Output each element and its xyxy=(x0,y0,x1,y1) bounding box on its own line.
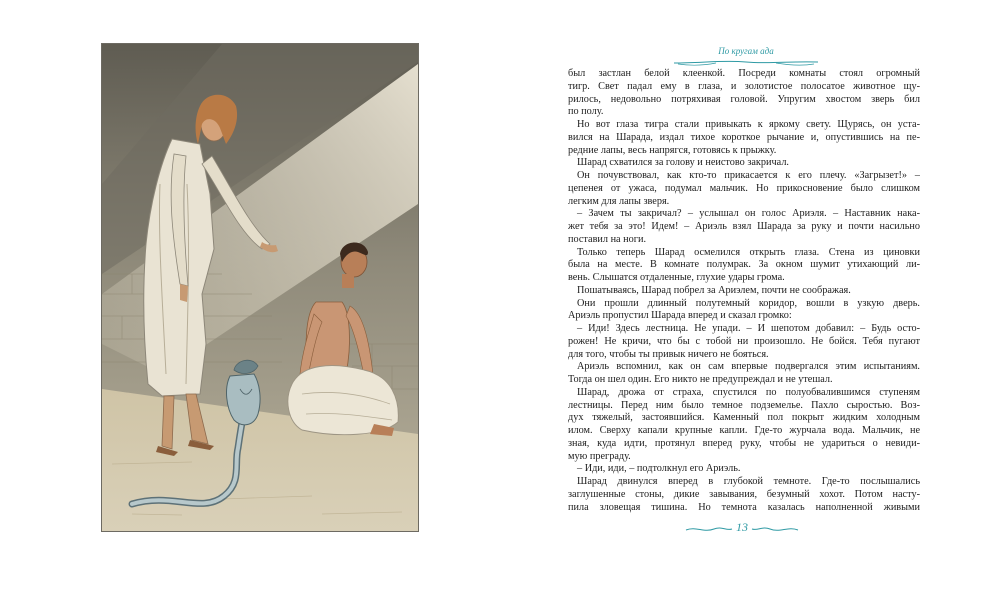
text-line: рожен! Не кричи, что бы с тобой ни произошло. Не бойся. Тебя пугают xyxy=(568,335,920,347)
text-line: – Зачем ты закричал? – услышал он голос Ариэля. – Наставник нака- xyxy=(577,208,920,220)
text-line: Шарад, дрожа от страха, спустился по полуобвалившимся ступеням xyxy=(577,386,920,398)
text-line: вень. Слышатся отдаленные, глухие удары грома. xyxy=(568,272,785,283)
text-line: Но вот глаза тигра стали привыкать к яркому свету. Щурясь, он уста- xyxy=(577,119,920,130)
text-line: Шарад схватился за голову и неистово закричал. xyxy=(577,157,789,169)
text-line: Он почувствовал, как кто-то прикасается к его плечу. «Загрызет!» – xyxy=(577,170,920,181)
text-line: лестницы. Перед ним было темное подземелье. Пахло сыростью. Воз- xyxy=(568,399,920,411)
illustration-drawing xyxy=(102,44,418,531)
text-line: Только теперь Шарад осмелился открыть глаза. Стена из циновки xyxy=(577,246,920,258)
body-text xyxy=(568,68,920,514)
text-line: Тогда он шел один. Его никто не предупреждал и не утешал. xyxy=(568,374,833,385)
text-line: для того, чтобы ты привык ничего не бояться. xyxy=(568,348,769,360)
text-line: – Иди, иди, – подтолкнул его Ариэль. xyxy=(577,463,741,475)
text-line: мую преграду. xyxy=(568,450,631,462)
text-line: был застлан белой клеенкой. Посреди комнаты стоял огромный xyxy=(568,68,920,79)
text-line: цепенея от ужаса, подумал мальчик. Но прикосновение было слишком xyxy=(568,182,920,194)
text-line: Ариэль пропустил Шарада вперед и сказал громко: xyxy=(568,310,792,322)
text-line: легким для лапы зверя. xyxy=(568,195,670,207)
text-line: – Иди! Здесь лестница. Не упади. – И шепотом добавил: – Будь осто- xyxy=(577,323,920,334)
page-number-footer xyxy=(682,519,802,539)
text-line: илом. Сверху капали крупные капли. Где-то журчала вода. Мальчик, не xyxy=(568,425,920,436)
text-line: Пошатываясь, Шарад побрел за Ариэлем, почти не соображая. xyxy=(577,284,851,296)
text-line: тигр. Свет падал ему в глаза, и золотистое полосатое животное щу- xyxy=(568,80,920,92)
text-line: пила зловещая тишина. Но темнота казалась наполненной живыми xyxy=(568,501,920,513)
text-line: по полу. xyxy=(568,106,604,118)
illustration xyxy=(101,43,419,532)
text-line: поставил на ноги. xyxy=(568,233,647,245)
text-line: заглушенные стоны, дикие завывания, безумный хохот. Потом насту- xyxy=(568,488,920,500)
text-line: Шарад двинулся вперед в глубокой темноте. Где-то послышались xyxy=(577,476,920,487)
text-line: Ариэль вспомнил, как он сам впервые подвергался этим испытаниям. xyxy=(577,361,920,373)
text-line: была на месте. В комнате полумрак. За окном шумит утихающий ли- xyxy=(568,259,920,271)
text-line: редние лапы, весь напрягся, готовясь к прыжку. xyxy=(568,144,777,156)
running-header-title: По кругам ада xyxy=(718,46,774,56)
text-line: рилось, недовольно потряхивая головой. Упругим хвостом зверь бил xyxy=(568,93,920,105)
page-number: 13 xyxy=(736,520,748,534)
header-ornament xyxy=(672,57,820,67)
running-header xyxy=(672,46,820,66)
text-line: дух тяжелый, застоявшийся. Каменный пол покрыт жидким холодным xyxy=(568,412,920,424)
text-line: зная, куда идти, протянул вперед руку, чтобы не удариться о невиди- xyxy=(568,437,920,449)
text-line: жет тебя за это! Идем! – Ариэль взял Шарада за руку и почти насильно xyxy=(568,221,920,232)
text-line: Они прошли длинный полутемный коридор, вошли в узкую дверь. xyxy=(577,297,920,309)
text-line: вился на Шарада, издал тихое короткое рычание и, опустившись на пе- xyxy=(568,131,920,143)
